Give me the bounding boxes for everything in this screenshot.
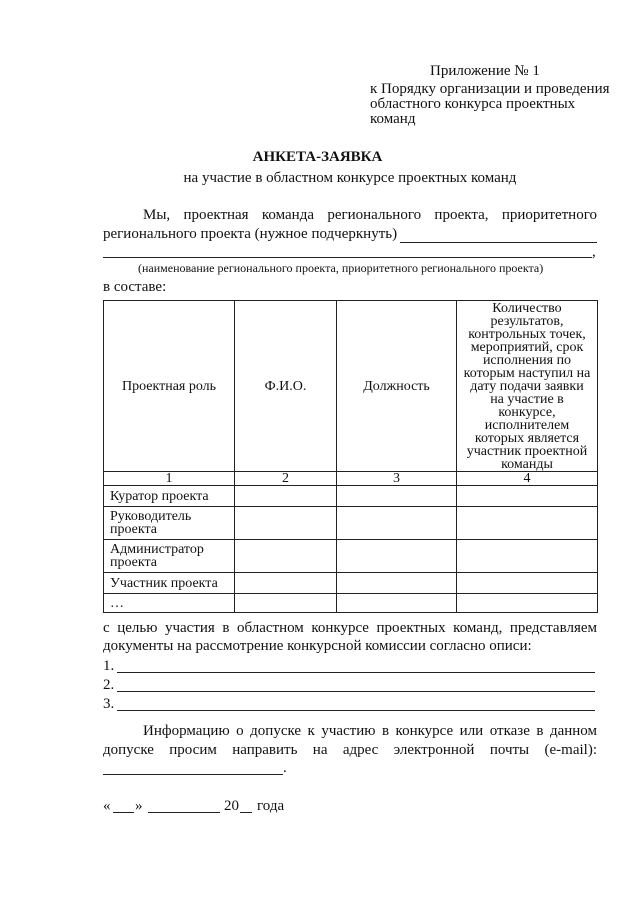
column-number: 2 (235, 472, 337, 486)
fio-cell[interactable] (235, 594, 337, 613)
appendix-ref-line3: команд (370, 111, 416, 127)
position-cell[interactable] (337, 573, 457, 594)
fio-cell[interactable] (235, 507, 337, 540)
fio-cell[interactable] (235, 540, 337, 573)
project-name-caption: (наименование регионального проекта, приоритетного регионального проекта) (138, 261, 544, 275)
date-open-quote: « (103, 798, 111, 814)
appendix-ref-line2: областного конкурса проектных (370, 96, 576, 112)
year-field[interactable] (240, 812, 252, 813)
table-header-row (104, 301, 598, 472)
table-number-row (104, 472, 598, 486)
form-subtitle: на участие в областном конкурсе проектных команд (183, 170, 517, 186)
document-item-number: 1. (103, 658, 115, 674)
table-row (104, 486, 598, 507)
position-cell[interactable] (337, 486, 457, 507)
info-line1: Информацию о допуске к участию в конкурсе или отказе в данном (143, 723, 597, 739)
column-number: 4 (457, 472, 598, 486)
role-cell: Администратор проекта (104, 540, 235, 573)
position-cell[interactable] (337, 540, 457, 573)
month-field[interactable] (148, 812, 220, 813)
document-item-number: 2. (103, 677, 115, 693)
position-cell[interactable] (337, 507, 457, 540)
purpose-line1: с целью участия в областном конкурсе проектных команд, представляем (103, 620, 597, 636)
project-name-field[interactable] (400, 242, 597, 243)
date-close-quote: » (135, 798, 143, 814)
count-cell[interactable] (457, 594, 598, 613)
appendix-number: Приложение № 1 (430, 63, 540, 79)
count-cell[interactable] (457, 486, 598, 507)
email-period: . (283, 760, 287, 776)
intro-line1: Мы, проектная команда регионального проекта, приоритетного (143, 207, 597, 223)
count-cell[interactable] (457, 540, 598, 573)
header-fio: Ф.И.О. (235, 301, 337, 472)
team-table (103, 300, 598, 613)
table-row (104, 507, 598, 540)
role-cell: … (104, 594, 235, 613)
header-count: Количество результатов, контрольных точек, мероприятий, срок исполнения по которым наступил на дату подачи заявки на участие в конкурсе, исполнителем которых является участник проектной команды (457, 301, 598, 472)
role-cell: Руководитель проекта (104, 507, 235, 540)
info-line2: допуске просим направить на адрес электронной почты (e-mail): (103, 742, 597, 758)
table-row (104, 540, 598, 573)
composition-label: в составе: (103, 279, 167, 295)
header-role: Проектная роль (104, 301, 235, 472)
document-item-number: 3. (103, 696, 115, 712)
column-number: 3 (337, 472, 457, 486)
appendix-ref-line1: к Порядку организации и проведения (370, 81, 610, 97)
year-suffix: года (257, 798, 285, 814)
document-item-3-field[interactable] (117, 710, 595, 711)
role-cell: Участник проекта (104, 573, 235, 594)
year-prefix: 20 (224, 798, 239, 814)
fio-cell[interactable] (235, 573, 337, 594)
appendix-reference (370, 82, 610, 127)
comma: , (592, 244, 596, 260)
fio-cell[interactable] (235, 486, 337, 507)
table-row (104, 573, 598, 594)
intro-line2: регионального проекта (нужное подчеркнуть) (103, 226, 398, 242)
day-field[interactable] (113, 812, 134, 813)
role-cell: Куратор проекта (104, 486, 235, 507)
table-row (104, 594, 598, 613)
count-cell[interactable] (457, 507, 598, 540)
purpose-line2: документы на рассмотрение конкурсной комиссии согласно описи: (103, 638, 532, 654)
count-cell[interactable] (457, 573, 598, 594)
form-title: АНКЕТА-ЗАЯВКА (252, 149, 383, 165)
document-item-1-field[interactable] (117, 672, 595, 673)
email-field[interactable] (103, 774, 283, 775)
column-number: 1 (104, 472, 235, 486)
header-position: Должность (337, 301, 457, 472)
document-item-2-field[interactable] (117, 691, 595, 692)
project-name-field-2[interactable] (103, 257, 592, 258)
position-cell[interactable] (337, 594, 457, 613)
